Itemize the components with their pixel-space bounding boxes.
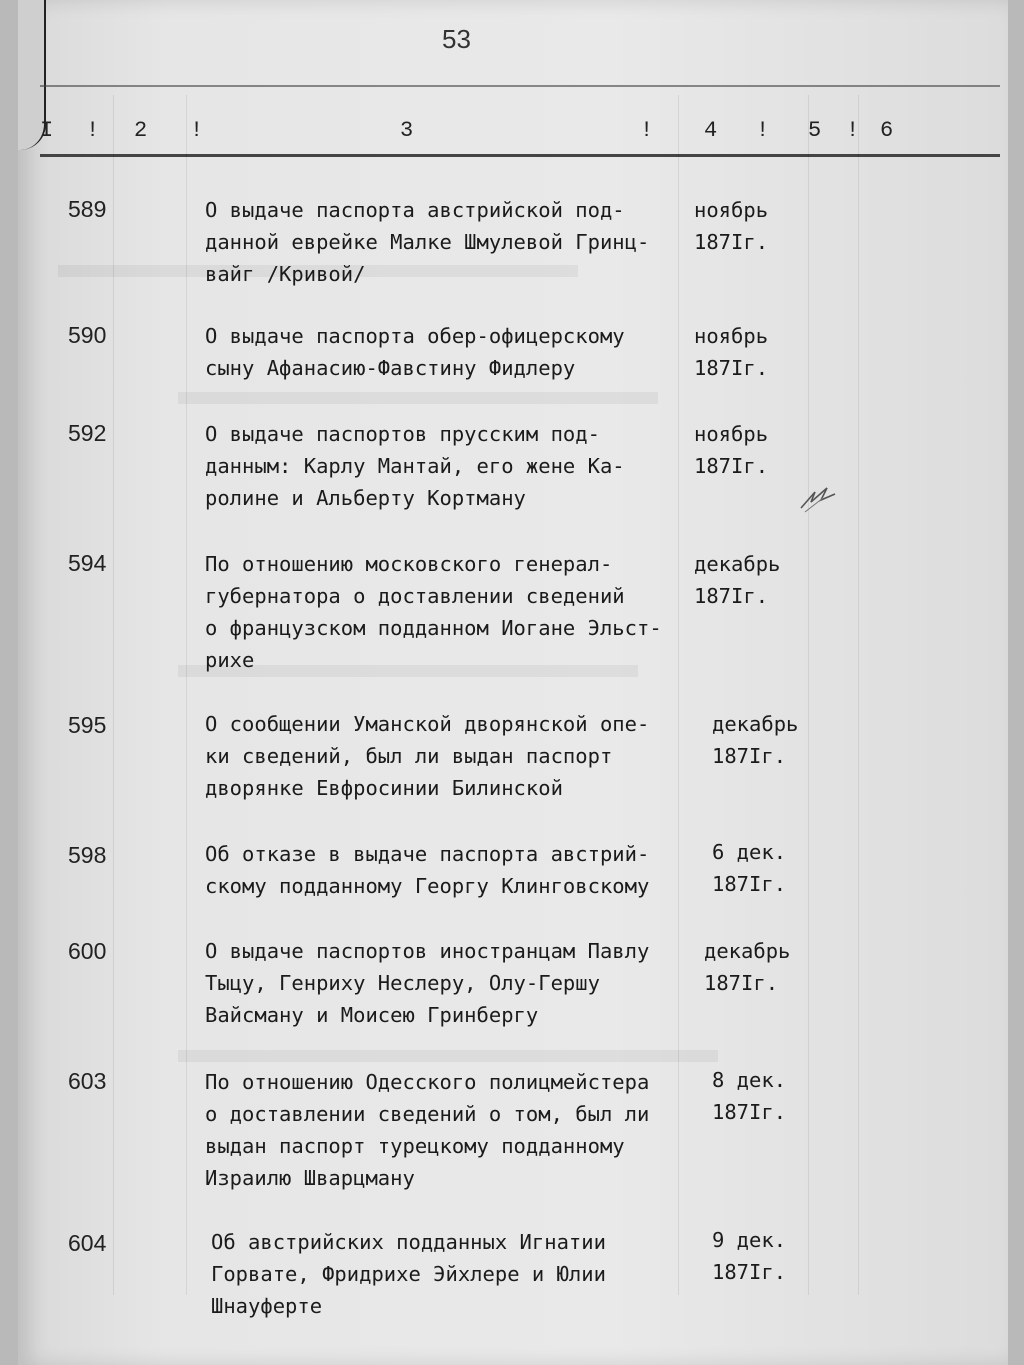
column-header-2: 2 [134,118,148,143]
entry-description: О выдаче паспорта обер-офицерскому сыну Афанасию-Фавстину Фидлеру [205,324,625,380]
column-separator: ! [756,118,770,143]
column-header-6: 6 [880,118,894,143]
column-separator: ! [846,118,860,143]
column-separator: ! [86,118,100,143]
entry-description: О сообщении Уманской дворянской опе- ки сведений, был ли выдан паспорт дворянке Евфросинии Билинской [205,712,650,800]
entry-date: 6 дек. 187Iг. [712,840,787,896]
entry-date: декабрь 187Iг. [694,552,781,608]
entry-description: По отношению московского генерал- губернатора о доставлении сведений о французском подданном Иогане Эльст- рихе [205,552,662,672]
column-separator: ! [640,118,654,143]
entry-number: 592 [68,420,107,446]
entry-description: Об австрийских подданных Игнатии Горвате, Фридрихе Эйхлере и Юлии Шнауферте [211,1230,606,1318]
entry-date: ноябрь 187Iг. [694,324,769,380]
entry-description: По отношению Одесского полицмейстера о доставлении сведений о том, был ли выдан паспорт турецкому подданному Израилю Шварцману [205,1070,650,1190]
entry-number: 598 [68,842,107,868]
entry-number: 590 [68,322,107,348]
column-header-1: I [40,118,54,143]
entry-number: 600 [68,938,107,964]
entry-description: О выдаче паспортов иностранцам Павлу Тыцу, Генриху Неслеру, Олу-Гершу Вайсману и Моисею Гринбергу [205,939,650,1027]
entry-number: 604 [68,1230,107,1256]
bleed-through-mark [178,1050,718,1062]
column-header-5: 5 [808,118,822,143]
entry-number: 603 [68,1068,107,1094]
header-rule-bottom [40,154,1000,157]
column-header-3: 3 [400,118,414,143]
entry-date: 9 дек. 187Iг. [712,1228,787,1284]
entry-description: О выдаче паспортов прусским под- данным: Карлу Мантай, его жене Ка- ролине и Альберту Кортману [205,422,625,510]
entry-number: 594 [68,550,107,576]
column-separator: ! [190,118,204,143]
document-page [18,0,1008,1365]
entry-date: декабрь 187Iг. [704,939,791,995]
column-header-row [18,118,1018,154]
entry-date: ноябрь 187Iг. [694,198,769,254]
pen-scribble-mark [793,478,843,528]
entry-description: О выдаче паспорта австрийской под- данной еврейке Малке Шмулевой Гринц- вайг /Кривой/ [205,198,650,286]
entry-description: Об отказе в выдаче паспорта австрий- скому подданному Георгу Клинговскому [205,842,650,898]
entry-date: ноябрь 187Iг. [694,422,769,478]
column-header-4: 4 [704,118,718,143]
page-number: 53 [442,24,471,54]
bleed-through-mark [178,392,658,404]
entry-number: 595 [68,712,107,738]
entry-number: 589 [68,196,107,222]
column-divider [858,95,859,1295]
entry-date: декабрь 187Iг. [712,712,799,768]
header-rule-top [40,85,1000,87]
entry-date: 8 дек. 187Iг. [712,1068,787,1124]
